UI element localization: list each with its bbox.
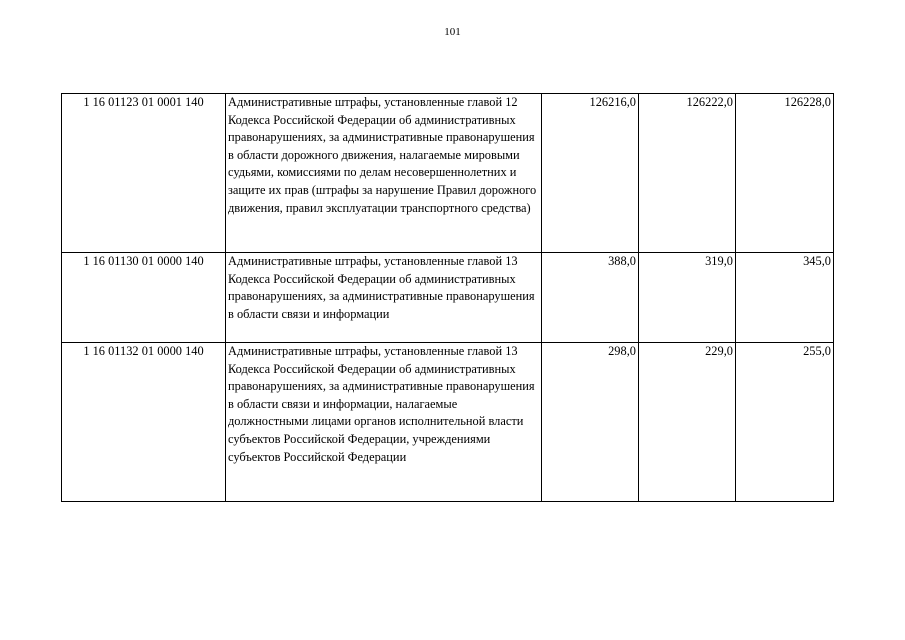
table-row <box>62 94 834 253</box>
budget-code-cell: 1 16 01130 01 0000 140 <box>62 253 226 343</box>
value-cell-year-2: 319,0 <box>639 253 736 343</box>
value-cell-year-3: 126228,0 <box>736 94 834 253</box>
value-cell-year-2: 229,0 <box>639 343 736 502</box>
description-cell: Административные штрафы, установленные главой 12 Кодекса Российской Федерации об административных правонарушениях, за административные правонарушения в области дорожного движения, налагаемые мировыми судьями, комиссиями по делам несовершеннолетних и защите их прав (штрафы за нарушение Правил дорожного движения, правил эксплуатации транспортного средства) <box>226 94 542 253</box>
value-cell-year-1: 298,0 <box>542 343 639 502</box>
budget-code-cell: 1 16 01132 01 0000 140 <box>62 343 226 502</box>
page-number: 101 <box>444 26 461 38</box>
value-cell-year-3: 345,0 <box>736 253 834 343</box>
description-cell: Административные штрафы, установленные главой 13 Кодекса Российской Федерации об административных правонарушениях, за административные правонарушения в области связи и информации <box>226 253 542 343</box>
value-cell-year-3: 255,0 <box>736 343 834 502</box>
table-row <box>62 343 834 502</box>
description-cell: Административные штрафы, установленные главой 13 Кодекса Российской Федерации об административных правонарушениях, за административные правонарушения в области связи и информации, налагаемые должностными лицами органов исполнительной власти субъектов Российской Федерации, учреждениями субъектов Российской Федерации <box>226 343 542 502</box>
value-cell-year-2: 126222,0 <box>639 94 736 253</box>
value-cell-year-1: 388,0 <box>542 253 639 343</box>
value-cell-year-1: 126216,0 <box>542 94 639 253</box>
table-row <box>62 253 834 343</box>
revenue-table <box>61 93 834 502</box>
budget-code-cell: 1 16 01123 01 0001 140 <box>62 94 226 253</box>
